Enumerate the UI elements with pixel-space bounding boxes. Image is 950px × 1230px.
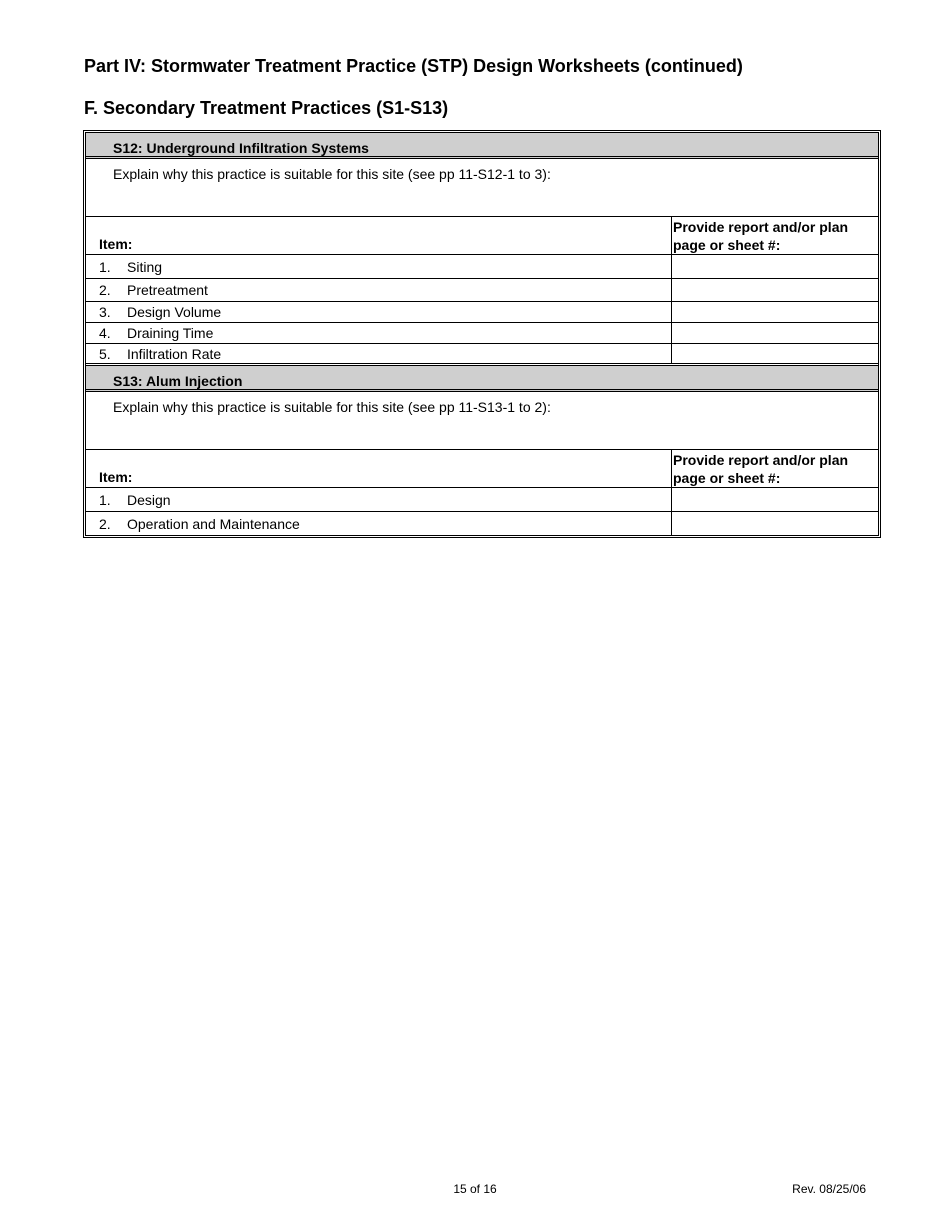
item-number: 1. xyxy=(99,491,111,508)
table-row xyxy=(86,302,878,323)
sheet-ref-input[interactable] xyxy=(672,302,878,322)
sheet-ref-input[interactable] xyxy=(672,255,878,278)
item-number: 2. xyxy=(99,515,111,532)
s13-column-header-row xyxy=(86,450,878,488)
s12-column-header-row xyxy=(86,217,878,255)
s12-explain-field[interactable] xyxy=(86,159,878,217)
sheet-ref-input[interactable] xyxy=(672,344,878,363)
s13-explain-field[interactable] xyxy=(86,392,878,450)
item-number: 5. xyxy=(99,345,111,362)
s13-ref-column-header: Provide report and/or plan page or sheet #: xyxy=(673,452,849,486)
s13-item-column-header: Item: xyxy=(86,450,672,487)
item-label: Design xyxy=(127,491,171,508)
section-subtitle: F. Secondary Treatment Practices (S1-S13) xyxy=(84,98,449,118)
sheet-ref-input[interactable] xyxy=(672,512,878,535)
item-number: 4. xyxy=(99,325,111,341)
item-label: Infiltration Rate xyxy=(127,345,222,362)
item-label: Operation and Maintenance xyxy=(127,515,300,532)
table-row xyxy=(86,279,878,302)
s12-header: S12: Underground Infiltration Systems xyxy=(86,133,878,159)
item-number: 3. xyxy=(99,304,111,320)
item-number: 1. xyxy=(99,258,111,275)
table-row xyxy=(86,344,878,366)
table-row xyxy=(86,488,878,512)
s12-item-column-header: Item: xyxy=(86,217,672,254)
sheet-ref-input[interactable] xyxy=(672,488,878,511)
sheet-ref-input[interactable] xyxy=(672,323,878,343)
s13-header: S13: Alum Injection xyxy=(86,366,878,392)
item-label: Design Volume xyxy=(127,304,222,320)
page-title: Part IV: Stormwater Treatment Practice (STP) Design Worksheets (continued) xyxy=(84,56,743,76)
table-row xyxy=(86,512,878,535)
table-row xyxy=(86,255,878,279)
item-number: 2. xyxy=(99,282,111,298)
s12-explain-label: Explain why this practice is suitable for this site (see pp 11-S12-1 to 3): xyxy=(113,166,551,182)
s12-ref-column-header: Provide report and/or plan page or sheet #: xyxy=(673,219,849,253)
s13-explain-label: Explain why this practice is suitable for this site (see pp 11-S13-1 to 2): xyxy=(113,399,551,415)
item-label: Draining Time xyxy=(127,325,214,341)
page-number: 15 of 16 xyxy=(453,1182,497,1196)
item-label: Pretreatment xyxy=(127,282,208,298)
worksheet-table xyxy=(83,130,881,538)
table-row xyxy=(86,323,878,344)
revision-date: Rev. 08/25/06 xyxy=(792,1182,866,1196)
item-label: Siting xyxy=(127,258,163,275)
sheet-ref-input[interactable] xyxy=(672,279,878,301)
